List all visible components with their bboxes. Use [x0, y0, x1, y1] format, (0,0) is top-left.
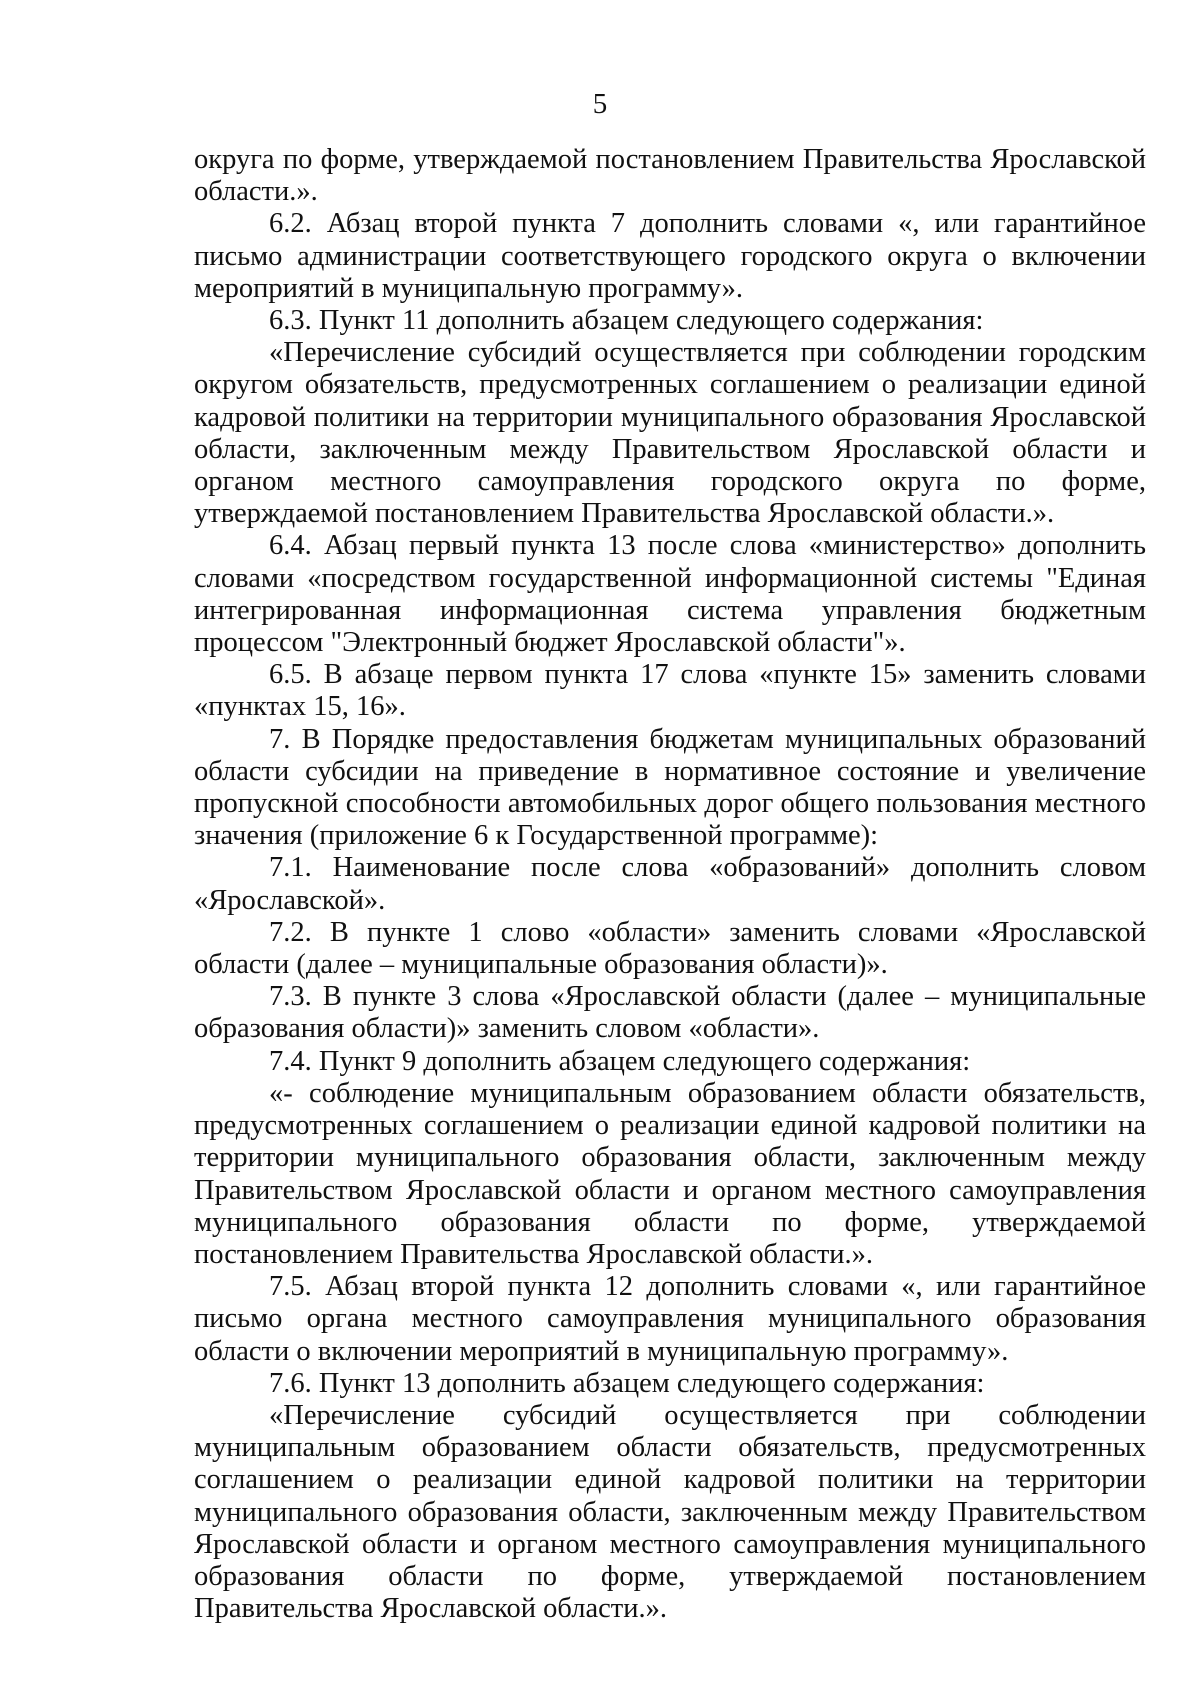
document-body — [194, 144, 1146, 1625]
paragraph: 7.5. Абзац второй пункта 12 дополнить словами «, или гарантийное письмо органа местного самоуправления муниципального образования области о включении мероприятий в муниципальную программу». — [194, 1271, 1146, 1367]
paragraph: 7.3. В пункте 3 слова «Ярославской области (далее – муниципальные образования области)» заменить словом «области». — [194, 981, 1146, 1045]
paragraph: «Перечисление субсидий осуществляется при соблюдении муниципальным образованием области обязательств, предусмотренных соглашением о реализации единой кадровой политики на территории муниципального образования области, заключенным между Правительством Ярославской области и органом местного самоуправления муниципального образования области по форме, утверждаемой постановлением Правительства Ярославской области.». — [194, 1399, 1146, 1625]
paragraph: «- соблюдение муниципальным образованием области обязательств, предусмотренных соглашением о реализации единой кадровой политики на территории муниципального образования области, заключенным между Правительством Ярославской области и органом местного самоуправления муниципального образования области по форме, утверждаемой постановлением Правительства Ярославской области.». — [194, 1077, 1146, 1270]
paragraph: 7.2. В пункте 1 слово «области» заменить словами «Ярославской области (далее – муниципальные образования области)». — [194, 916, 1146, 981]
paragraph: 6.2. Абзац второй пункта 7 дополнить словами «, или гарантийное письмо администрации соответствующего городского округа о включении мероприятий в муниципальную программу». — [194, 208, 1146, 304]
paragraph: 7.6. Пункт 13 дополнить абзацем следующего содержания: — [269, 1367, 985, 1399]
paragraph: 7.4. Пункт 9 дополнить абзацем следующего содержания: — [269, 1045, 971, 1077]
paragraph: 6.5. В абзаце первом пункта 17 слова «пункте 15» заменить словами «пунктах 15, 16». — [194, 659, 1146, 723]
paragraph: округа по форме, утверждаемой постановлением Правительства Ярославской области.». — [194, 144, 1146, 208]
page-number: 5 — [592, 88, 608, 120]
paragraph: 7. В Порядке предоставления бюджетам муниципальных образований области субсидии на приведение в нормативное состояние и увеличение пропускной способности автомобильных дорог общего пользования местного значения (приложение 6 к Государственной программе): — [194, 723, 1146, 852]
paragraph: 7.1. Наименование после слова «образований» дополнить словом «Ярославской». — [194, 852, 1146, 916]
paragraph: 6.4. Абзац первый пункта 13 после слова «министерство» дополнить словами «посредством государственной информационной системы "Единая интегрированная информационная система управления бюджетным процессом "Электронный бюджет Ярославской области"». — [194, 530, 1146, 659]
paragraph: «Перечисление субсидий осуществляется при соблюдении городским округом обязательств, предусмотренных соглашением о реализации единой кадровой политики на территории муниципального образования Ярославской области, заключенным между Правительством Ярославской области и органом местного самоуправления городского округа по форме, утверждаемой постановлением Правительства Ярославской области.». — [194, 337, 1146, 530]
paragraph: 6.3. Пункт 11 дополнить абзацем следующего содержания: — [269, 305, 984, 337]
